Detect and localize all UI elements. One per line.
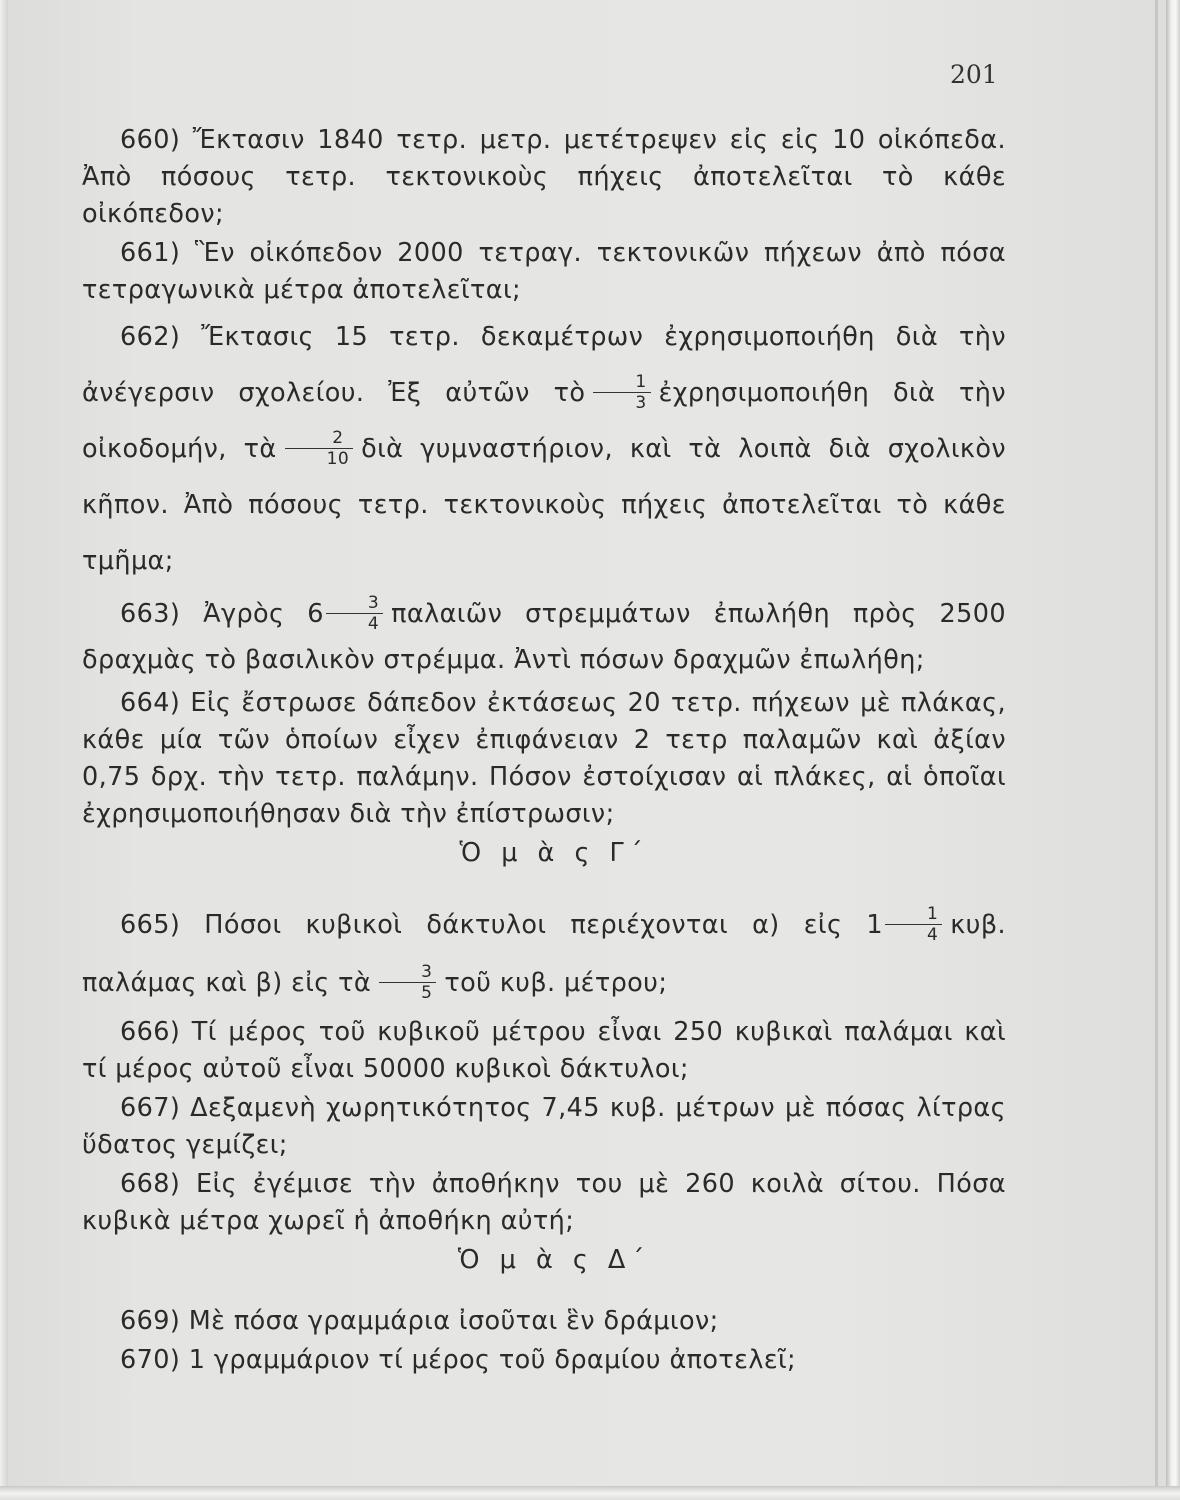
- fraction-two-tenths: [285, 428, 353, 469]
- fraction-numerator: 1: [927, 903, 939, 924]
- page-edge-bottom: [0, 1486, 1180, 1500]
- exercise-662-part-c: διὰ γυμναστήριον, καὶ τὰ λοιπὰ διὰ σχολικὸν κῆπον. Ἀπὸ πόσους τετρ. τεκτονικοὺς πήχεις ἀποτελεῖται τὸ κάθε τμῆμα;: [82, 434, 1006, 576]
- fraction-three-fifths: [379, 962, 436, 1003]
- exercise-663-part-a: 663) Ἀγρὸς 6: [120, 599, 324, 629]
- exercise-665-part-a: 665) Πόσοι κυβικοὶ δάκτυλοι περιέχονται α) εἰς 1: [120, 910, 884, 940]
- fraction-numerator: 3: [367, 592, 380, 613]
- page-edge-left: [0, 0, 8, 1500]
- exercise-660: 660) Ἔκτασιν 1840 τετρ. μετρ. μετέτρεψεν εἰς εἰς 10 οἰκόπεδα. Ἀπὸ πόσους τετρ. τεκτονικοὺς πήχεις ἀποτελεῖται τὸ κάθε οἰκόπεδον;: [82, 125, 1006, 229]
- exercise-664: 664) Εἰς ἔστρωσε δάπεδον ἐκτάσεως 20 τετρ. πήχεων μὲ πλάκας, κάθε μία τῶν ὁποίων εἶχεν ἐπιφάνειαν 2 τετρ παλαμῶν καὶ ἀξίαν 0,75 δρχ. τὴν τετρ. παλάμην. Πόσον ἐστοίχισαν αἱ πλάκες, αἱ ὁποῖαι ἐχρησιμοποιήθησαν διὰ τὴν ἐπίστρωσιν;: [82, 688, 1006, 829]
- fraction-numerator: 1: [635, 371, 647, 392]
- exercise-670: 670) 1 γραμμάριον τί μέρος τοῦ δραμίου ἀποτελεῖ;: [120, 1345, 797, 1375]
- fraction-denominator: 5: [379, 982, 436, 1003]
- exercise-665-part-b: κυβ. παλάμας καὶ β) εἰς τὰ: [82, 910, 1006, 998]
- exercise-662-part-b: ἐχρησιμοποιήθη διὰ τὴν οἰκοδομήν, τὰ: [82, 378, 1007, 464]
- fraction-denominator: 3: [593, 392, 650, 413]
- page-number: 201: [950, 60, 998, 89]
- fraction-denominator: 4: [326, 613, 383, 634]
- fraction-denominator: 10: [285, 448, 353, 469]
- exercise-668: 668) Εἰς ἐγέμισε τὴν ἀποθήκην του μὲ 260 κοιλὰ σίτου. Πόσα κυβικὰ μέτρα χωρεῖ ἡ ἀποθήκη αὐτή;: [82, 1169, 1006, 1236]
- exercise-661: 661) Ἓν οἰκόπεδον 2000 τετραγ. τεκτονικῶν πήχεων ἀπὸ πόσα τετραγωνικὰ μέτρα ἀποτελεῖται;: [82, 238, 1006, 305]
- fraction-denominator: 4: [885, 924, 942, 945]
- exercise-669: 669) Μὲ πόσα γραμμάρια ἰσοῦται ἓν δράμιον;: [120, 1306, 719, 1336]
- exercise-663-part-b: παλαιῶν στρεμμάτων ἐπωλήθη πρὸς 2500 δραχμὰς τὸ βασιλικὸν στρέμμα. Ἀντὶ πόσων δραχμῶν ἐπωλήθη;: [82, 599, 1006, 675]
- exercise-663: [82, 591, 1006, 683]
- fraction-one-quarter: [885, 904, 942, 945]
- exercise-665: [82, 896, 1006, 1012]
- exercise-667: 667) Δεξαμενὴ χωρητικότητος 7,45 κυβ. μέτρων μὲ πόσας λίτρας ὕδατος γεμίζει;: [82, 1093, 1006, 1160]
- page-edge-line: [1155, 0, 1158, 1500]
- section-heading-g: Ὁ μ ὰ ς Γ΄: [459, 838, 649, 868]
- fraction-numerator: 2: [332, 427, 344, 448]
- exercise-662-part-a: 662) Ἔκτασις 15 τετρ. δεκαμέτρων ἐχρησιμοποιήθη διὰ τὴν ἀνέγερσιν σχολείου. Ἐξ αὐτῶν τὸ: [82, 322, 1006, 408]
- exercise-662: [82, 309, 1006, 589]
- fraction-one-third: [593, 372, 650, 413]
- page-content: [82, 122, 1006, 1379]
- page-edge-right: [1166, 0, 1180, 1500]
- section-heading-d: Ὁ μ ὰ ς Δ΄: [457, 1245, 651, 1275]
- fraction-three-quarters: [326, 593, 383, 634]
- fraction-numerator: 3: [421, 961, 433, 982]
- exercise-666: 666) Τί μέρος τοῦ κυβικοῦ μέτρου εἶναι 250 κυβικαὶ παλάμαι καὶ τί μέρος αὐτοῦ εἶναι 50000 κυβικοὶ δάκτυλοι;: [82, 1017, 1006, 1084]
- exercise-665-part-c: τοῦ κυβ. μέτρου;: [444, 968, 668, 998]
